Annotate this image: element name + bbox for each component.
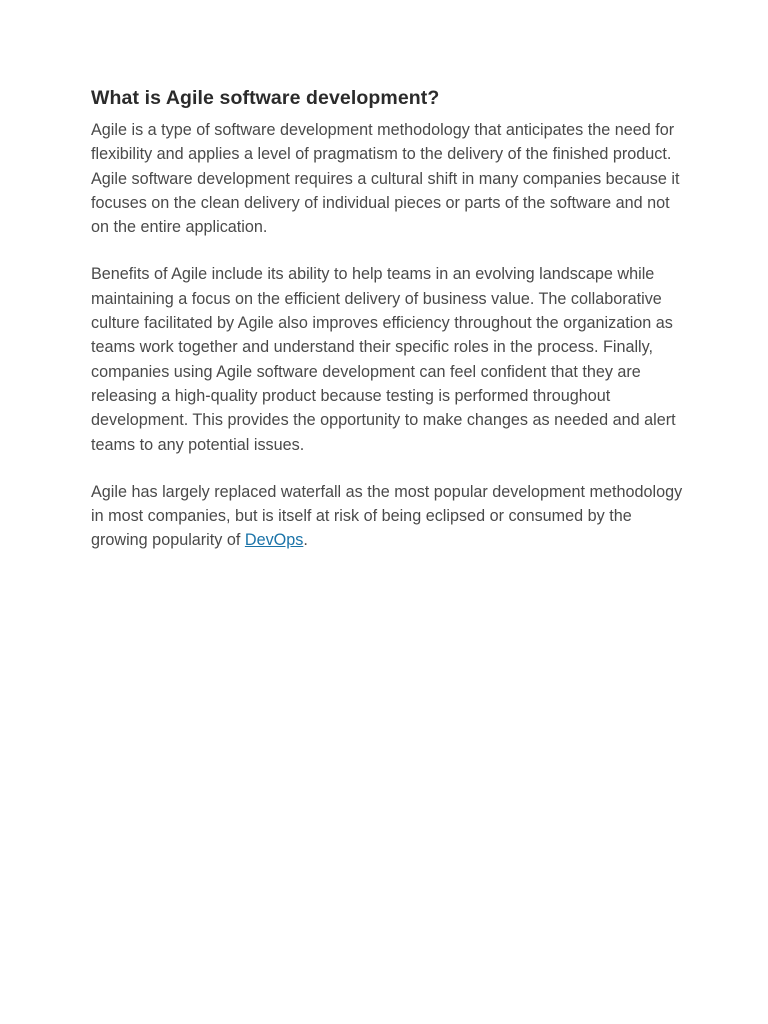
article: [91, 86, 691, 576]
paragraph-3-end: .: [303, 531, 308, 550]
devops-link[interactable]: DevOps: [244, 531, 304, 550]
article-paragraph-2: Benefits of Agile include its ability to help teams in an evolving landscape while maintaining a focus on the efficient delivery of business value. The collaborative culture facilitated by Agile also improves efficiency throughout the organization as teams work together and understand their specific roles in the process. Finally, companies using Agile software development can feel confident that they are releasing a high-quality product because testing is performed throughout development. This provides the opportunity to make changes as needed and alert teams to any potential issues.: [91, 265, 676, 454]
article-paragraph-3: [91, 480, 691, 553]
paragraph-3-text: Agile has largely replaced waterfall as the most popular development methodology in most companies, but is itself at risk of being eclipsed or consumed by the growing popularity of: [91, 482, 683, 550]
article-heading: What is Agile software development?: [91, 87, 440, 109]
article-paragraph-1: Agile is a type of software development methodology that anticipates the need for flexibility and applies a level of pragmatism to the delivery of the finished product. Agile software development requires a cultural shift in many companies because it focuses on the clean delivery of individual pieces or parts of the software and not on the entire application.: [91, 121, 680, 237]
